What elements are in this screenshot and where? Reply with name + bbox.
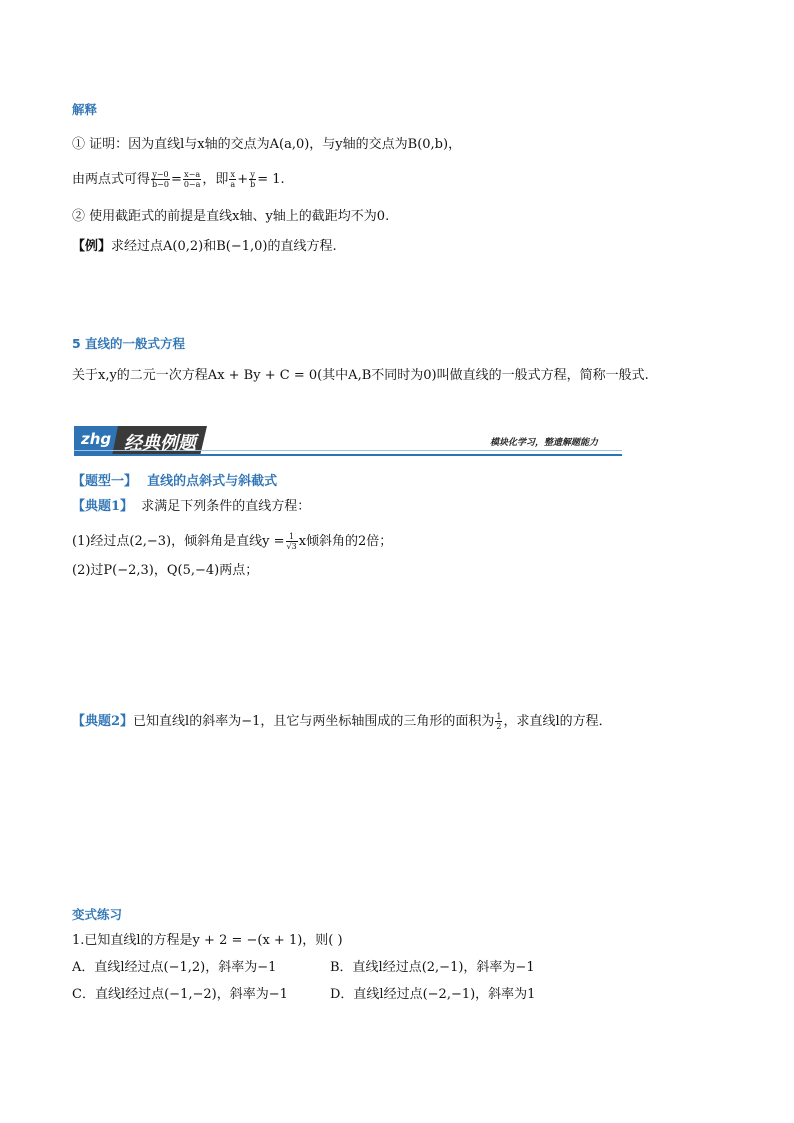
question-1-part-2: (2)过P(−2,3)，Q(5,−4)两点；	[72, 563, 259, 578]
banner-title: 经典例题	[124, 433, 196, 454]
question-1-text: 求满足下列条件的直线方程：	[141, 499, 311, 514]
type-1-heading	[72, 473, 277, 491]
equals-sign: =	[170, 172, 182, 187]
choice-b: B．直线l经过点(2,−1)，斜率为−1	[330, 960, 535, 975]
banner-logo: zhg	[81, 430, 112, 448]
question-2	[72, 712, 612, 731]
explain-heading: 解释	[72, 102, 98, 117]
part-1-prefix: (1)经过点(2,−3)，倾斜角是直线y =	[72, 534, 285, 549]
example-tag: 【例】	[72, 239, 112, 254]
classic-examples-banner	[72, 424, 624, 458]
practice-heading: 变式练习	[72, 907, 123, 922]
question-1-part-1	[72, 532, 392, 551]
question-2-text-a: 已知直线l的斜率为−1，且它与两坐标轴围成的三角形的面积为	[133, 714, 495, 729]
fraction: $\frac{y-0}{b-0}$	[152, 170, 169, 189]
question-1	[72, 498, 310, 516]
derivation-mid: ，即	[202, 172, 229, 187]
banner-slogan: 模块化学习，整遗解题能力	[490, 438, 599, 448]
fraction: $\frac{x}{a}$	[230, 170, 236, 189]
explain-item-1: ① 证明：因为直线l与x轴的交点为A(a,0)，与y轴的交点为B(0,b)，	[72, 137, 462, 152]
fraction: $\frac{y}{b}$	[250, 170, 256, 189]
plus-sign: +	[237, 172, 249, 187]
choice-c: C．直线l经过点(−1,−2)，斜率为−1	[72, 987, 288, 1002]
type-1-title: 直线的点斜式与斜截式	[147, 474, 278, 489]
question-2-text-b: ，求直线l的方程．	[503, 714, 612, 729]
question-2-tag: 【典题2】	[72, 714, 134, 729]
choice-a: A．直线l经过点(−1,2)，斜率为−1	[72, 960, 277, 975]
fraction: $\frac{1}{√3}$	[286, 532, 297, 551]
section-5-heading: 5 直线的一般式方程	[72, 336, 186, 351]
example	[72, 238, 337, 256]
fraction: $\frac{x-a}{0-a}$	[183, 170, 201, 189]
practice-stem: 1.已知直线l的方程是y + 2 = −(x + 1)，则( )	[72, 933, 343, 948]
example-text: 求经过点A(0,2)和B(−1,0)的直线方程.	[111, 239, 337, 254]
explain-derivation	[72, 170, 285, 189]
question-1-tag: 【典题1】	[72, 499, 134, 514]
choice-d: D．直线l经过点(−2,−1)，斜率为1	[330, 987, 536, 1002]
part-1-tail: x倾斜角的2倍；	[298, 534, 393, 549]
fraction: $\frac{1}{2}$	[496, 712, 502, 731]
section-5-text: 关于x,y的二元一次方程Ax + By + C = 0(其中A,B不同时为0)叫做直线的一般式方程，简称一般式.	[72, 368, 649, 383]
derivation-tail: = 1.	[257, 172, 285, 187]
type-1-tag: 【题型一】	[72, 474, 138, 489]
derivation-prefix: 由两点式可得	[72, 172, 151, 187]
explain-item-2: ② 使用截距式的前提是直线x轴、y轴上的截距均不为0.	[72, 209, 390, 224]
